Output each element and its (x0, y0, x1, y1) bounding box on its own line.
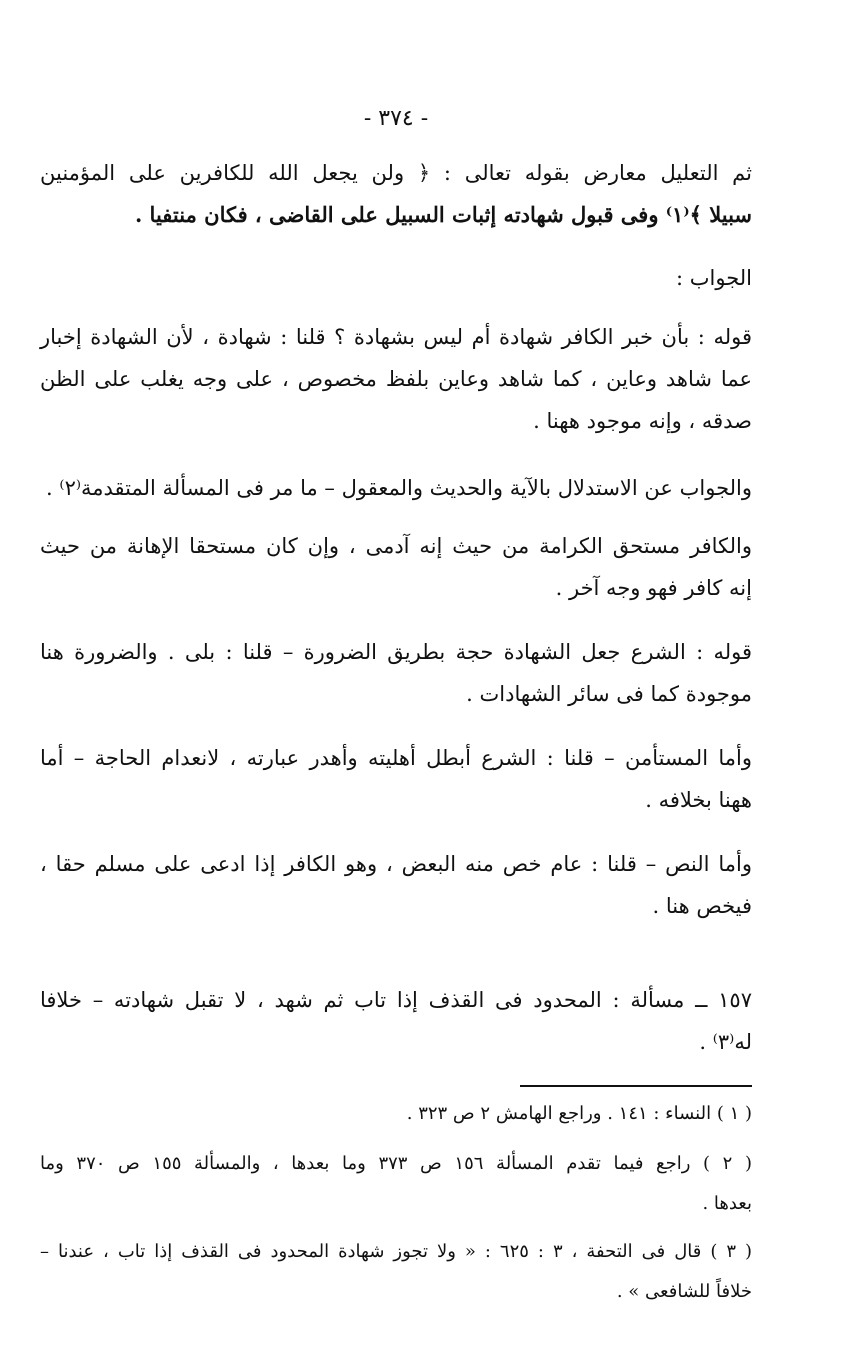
footnote-2 (40, 1144, 752, 1224)
paragraph-necessity (40, 631, 752, 715)
footnote-3 (40, 1232, 752, 1312)
text-line: صدقه ، وإنه موجود ههنا . (533, 409, 752, 433)
text-line: وأما النص – قلنا : عام خص منه البعض ، وهو الكافر إذا ادعى على مسلم حقا ، (40, 852, 752, 876)
text-line: له⁽٣⁾ . (699, 1030, 752, 1054)
paragraph-issue-157 (40, 979, 752, 1063)
text-line: قوله : الشرع جعل الشهادة حجة بطريق الضرورة – قلنا : بلى . والضرورة هنا (40, 640, 752, 664)
text-line: والكافر مستحق الكرامة من حيث إنه آدمى ، وإن كان مستحقا الإهانة من حيث (40, 534, 752, 558)
text-line: وأما المستأمن – قلنا : الشرع أبطل أهليته وأهدر عبارته ، لانعدام الحاجة – أما (40, 746, 752, 770)
footnote-line: ( ٢ ) راجع فيما تقدم المسألة ١٥٦ ص ٣٧٣ وما بعدها ، والمسألة ١٥٥ ص ٣٧٠ وما (40, 1153, 752, 1174)
footnote-divider (520, 1085, 752, 1087)
text-line: قوله : بأن خبر الكافر شهادة أم ليس بشهادة ؟ قلنا : شهادة ، لأن الشهادة إخبار (40, 325, 752, 349)
paragraph-testimony-definition (40, 316, 752, 442)
document-page (40, 0, 752, 1355)
text-line: فيخص هنا . (652, 894, 752, 918)
text-line: الجواب : (676, 266, 752, 290)
text-line: ثم التعليل معارض بقوله تعالى : ﴿ ولن يجعل الله للكافرين على المؤمنين (40, 161, 752, 185)
text-line: سبيلا ﴾⁽١⁾ وفى قبول شهادته إثبات السبيل على القاضى ، فكان منتفيا . (134, 202, 752, 227)
text-line: موجودة كما فى سائر الشهادات . (466, 682, 752, 706)
paragraph-mustamin (40, 737, 752, 821)
footnote-line: ( ١ ) النساء : ١٤١ . وراجع الهامش ٢ ص ٣٢٣ . (406, 1103, 752, 1124)
paragraph-reply-evidence (40, 467, 752, 509)
paragraph-answer-heading (40, 257, 752, 299)
text-line: والجواب عن الاستدلال بالآية والحديث والمعقول – ما مر فى المسألة المتقدمة⁽٢⁾ . (46, 476, 752, 500)
footnote-line: ( ٣ ) قال فى التحفة ، ٣ : ٦٢٥ : « ولا تجوز شهادة المحدود فى القذف إذا تاب ، عندنا – (40, 1241, 753, 1262)
paragraph-objection (40, 152, 752, 236)
text-line: إنه كافر فهو وجه آخر . (555, 576, 752, 600)
text-line: ١٥٧ ــ مسألة : المحدود فى القذف إذا تاب ثم شهد ، لا تقبل شهادته – خلافا (40, 988, 752, 1012)
footnote-line: بعدها . (702, 1193, 752, 1214)
paragraph-text-specification (40, 843, 752, 927)
text-line: ههنا بخلافه . (645, 788, 752, 812)
page-number: - ٣٧٤ - (363, 106, 429, 131)
text-line: عما شاهد وعاين ، كما شاهد وعاين بلفظ مخصوص ، على وجه يغلب على الظن (40, 367, 752, 391)
paragraph-disbeliever-dignity (40, 525, 752, 609)
footnote-1 (40, 1094, 752, 1134)
footnote-line: خلافاً للشافعى » . (616, 1281, 752, 1302)
